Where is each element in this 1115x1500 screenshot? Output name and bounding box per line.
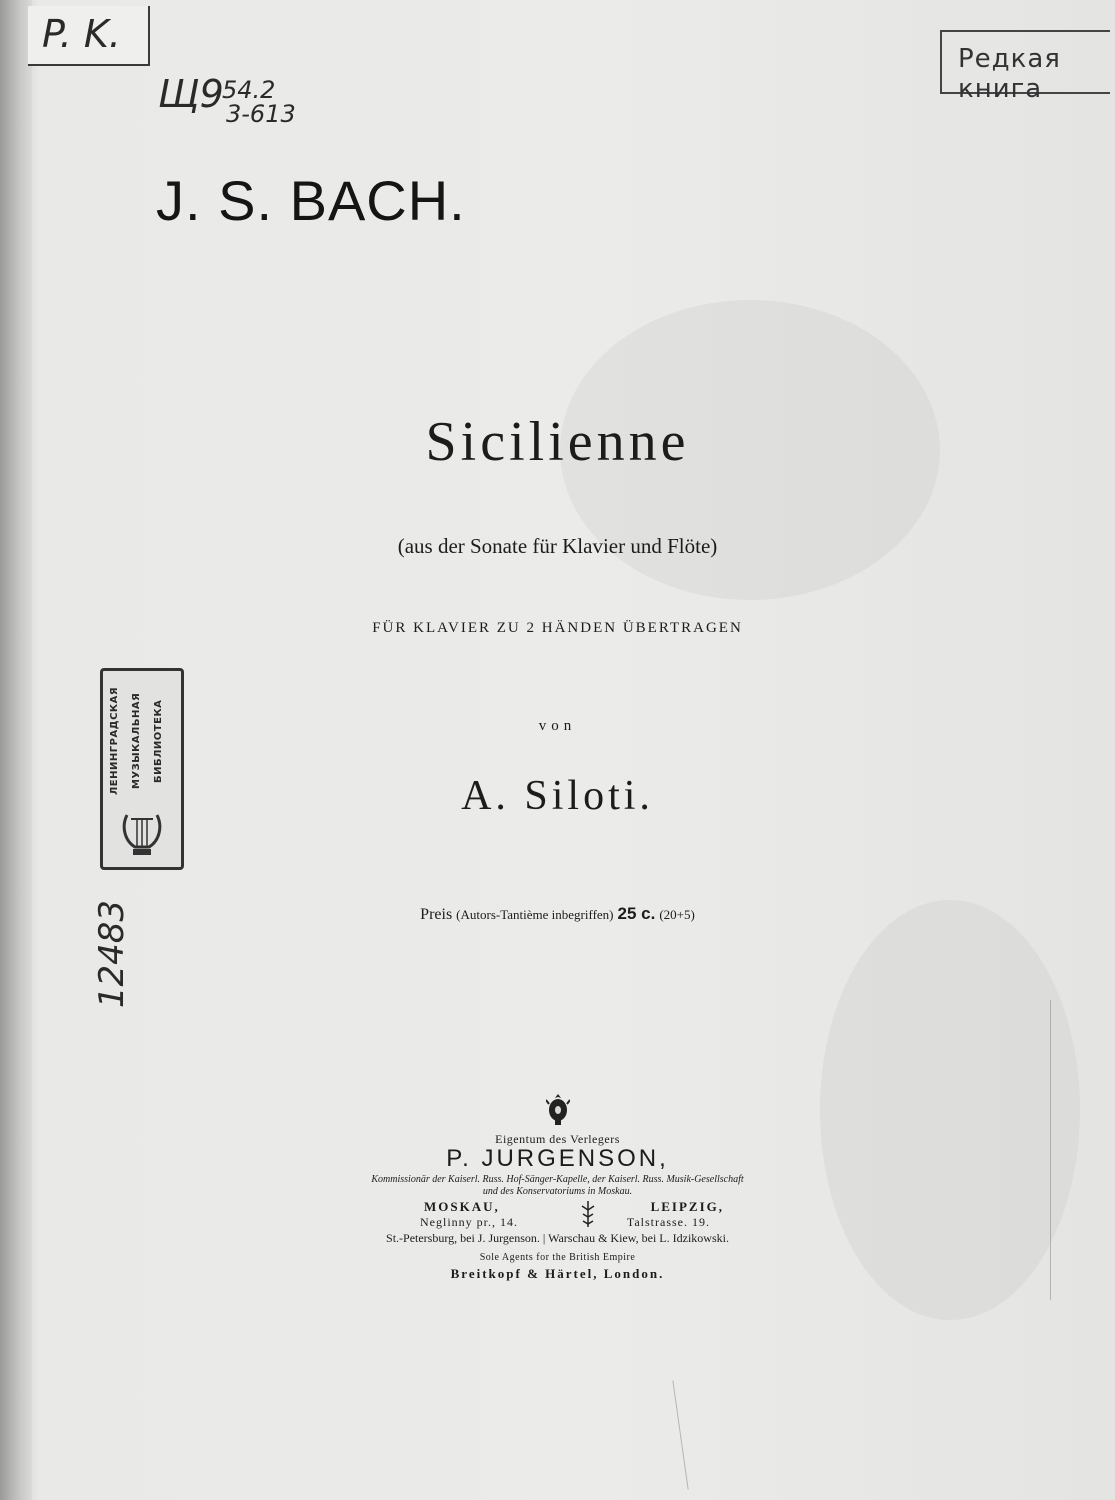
price-line (0, 904, 1115, 924)
arrangement-note: FÜR KLAVIER ZU 2 HÄNDEN ÜBERTRAGEN (372, 620, 743, 636)
lyre-icon (119, 809, 165, 859)
library-stamp-line: БИБЛИОТЕКА (153, 699, 164, 783)
corner-label (28, 6, 150, 66)
branch-offices: St.-Petersburg, bei J. Jurgenson. | Warschau & Kiew, bei L. Idzikowski. (386, 1231, 729, 1245)
shelfmark-bottom: 3-613 (226, 100, 296, 128)
work-title: Sicilienne (425, 411, 690, 473)
work-subtitle: (aus der Sonate für Klavier und Flöte) (397, 534, 718, 558)
address-leipzig: Talstrasse. 19. (626, 1215, 710, 1229)
shelfmark-handwritten: Щ9 (158, 72, 224, 116)
corner-label-text: P. K. (42, 12, 121, 56)
address-moscow: Neglinny pr., 14. (420, 1215, 518, 1229)
by-label: von (538, 718, 577, 734)
library-stamp (100, 668, 184, 870)
city-leipzig: LEIPZIG, (650, 1199, 724, 1214)
library-stamp-line: ЛЕНИНГРАДСКАЯ (109, 686, 120, 796)
composer-name: J. S. BACH. (156, 169, 466, 232)
inventory-number: 12483 (92, 900, 132, 1009)
commission-line-2: und des Konservatoriums in Moskau. (482, 1186, 633, 1197)
city-moscow: MOSKAU, (424, 1199, 500, 1214)
shelfmark-top: 54.2 (222, 76, 276, 104)
price-note: (Autors-Tantième inbegriffen) (456, 907, 614, 922)
arranger-name: A. Siloti. (461, 773, 654, 819)
commission-line-1: Kommissionär der Kaiserl. Russ. Hof-Sänger-Kapelle, der Kaiserl. Russ. Musik-Gesellschaft (371, 1174, 744, 1185)
double-eagle-emblem-icon (546, 1092, 570, 1126)
library-stamp-line: МУЗЫКАЛЬНАЯ (131, 692, 142, 790)
price-split: (20+5) (659, 907, 695, 922)
price-value: 25 c. (617, 904, 656, 923)
price-label: Preis (420, 906, 453, 923)
publisher-name: P. JURGENSON, (446, 1145, 669, 1172)
paper-crease (672, 1380, 688, 1489)
publisher-addresses (420, 1215, 710, 1231)
rare-book-stamp: Редкая книга (940, 30, 1110, 94)
agents-name: Breitkopf & Härtel, London. (450, 1266, 665, 1281)
agents-line: Sole Agents for the British Empire (479, 1252, 636, 1263)
owner-line: Eigentum des Verlegers (495, 1132, 620, 1146)
